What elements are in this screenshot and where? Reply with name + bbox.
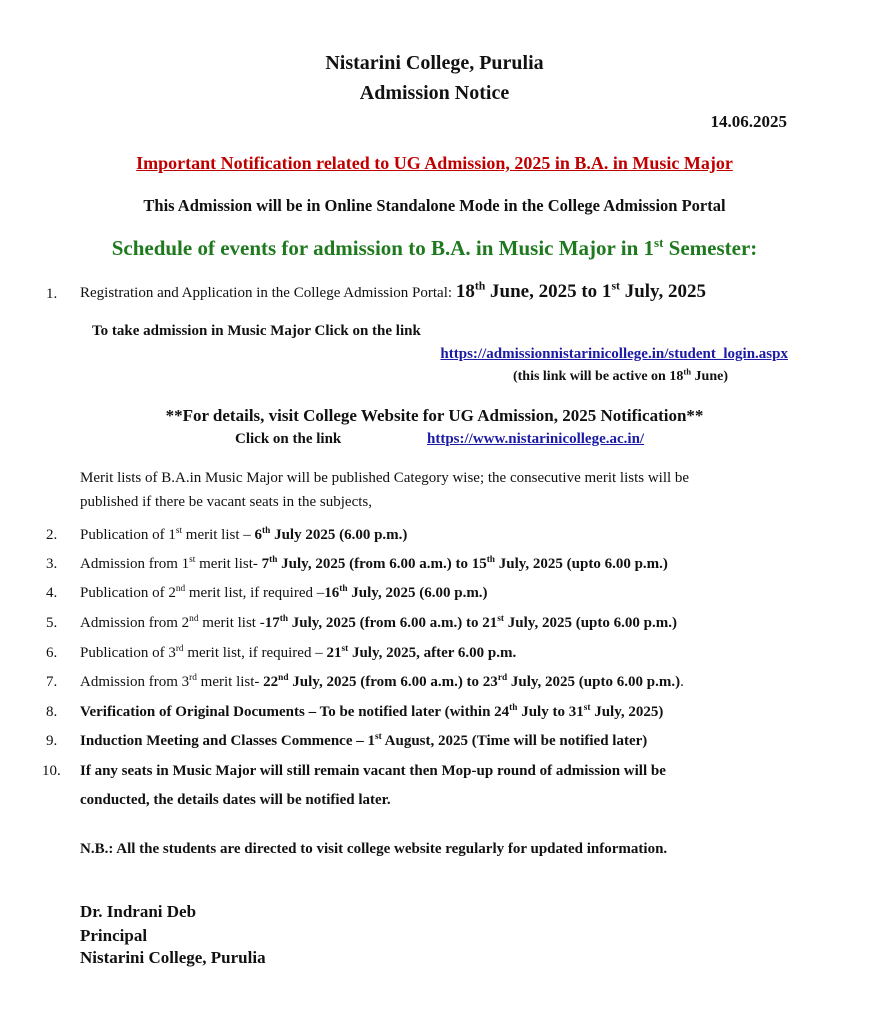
item-10-number: 10.	[42, 763, 61, 779]
item-7-e: July, 2025 (upto 6.00 p.m.)	[507, 674, 681, 690]
item-3-b: merit list-	[195, 556, 262, 572]
item-9	[80, 733, 647, 750]
item-4-d: July, 2025 (6.00 p.m.)	[347, 585, 488, 601]
item-7-b: merit list-	[196, 674, 264, 690]
schedule-heading	[0, 236, 869, 261]
item-3-ds: th	[486, 555, 495, 565]
item-8-b: July to 31	[517, 704, 584, 720]
item-5-a: Admission from 2	[80, 615, 190, 631]
admission-note-post: June)	[691, 369, 728, 384]
admission-note-sup: th	[683, 366, 692, 377]
item-3-c: 7	[261, 556, 270, 572]
item-4-a: Publication of 2	[80, 585, 176, 601]
admission-portal-link[interactable]: https://admissionnistarinicollege.in/student_login.aspx	[440, 346, 788, 362]
item-1-d2sup: st	[611, 279, 620, 293]
mode-line: This Admission will be in Online Standalone Mode in the College Admission Portal	[143, 196, 726, 215]
item-5-d: July, 2025 (from 6.00 a.m.) to 21	[288, 615, 498, 631]
item-9-a: Induction Meeting and Classes Commence – 1	[80, 733, 375, 749]
nb-note: N.B.: All the students are directed to visit college website regularly for updated information.	[80, 841, 668, 857]
item-2	[80, 527, 407, 544]
schedule-sup: st	[654, 235, 664, 250]
item-6-number: 6.	[46, 645, 58, 661]
item-8-a: Verification of Original Documents – To be notified later (within 24	[80, 704, 510, 720]
item-8-number: 8.	[46, 704, 58, 720]
item-3-as: st	[189, 555, 196, 565]
item-7-cs: nd	[278, 673, 289, 683]
details-heading: **For details, visit College Website for UG Admission, 2025 Notification**	[165, 406, 704, 425]
item-4-number: 4.	[46, 585, 58, 601]
item-8-c: July, 2025)	[590, 704, 664, 720]
signatory-designation: Principal	[80, 926, 148, 945]
item-9-as: st	[375, 732, 382, 742]
item-6-b: merit list, if required –	[183, 645, 327, 661]
item-5-ds: st	[497, 614, 505, 624]
item-2-d: July 2025 (6.00 p.m.)	[270, 527, 408, 543]
signatory-institution: Nistarini College, Purulia	[80, 948, 266, 967]
item-2-as: st	[175, 526, 183, 536]
item-5-number: 5.	[46, 615, 58, 631]
item-1-d1rest: June, 2025 to 1	[485, 281, 612, 302]
item-1-number: 1.	[46, 286, 58, 302]
notice-date: 14.06.2025	[710, 112, 787, 131]
item-8-bs: st	[583, 703, 591, 713]
item-7-c: 22	[263, 674, 279, 690]
college-website-link[interactable]: https://www.nistarinicollege.ac.in/	[427, 431, 645, 447]
item-3-d: July, 2025 (from 6.00 a.m.) to 15	[277, 556, 487, 572]
item-6-c: 21	[326, 645, 342, 661]
item-9-b: August, 2025 (Time will be notified later)	[381, 733, 648, 749]
item-4-cs: th	[339, 584, 348, 594]
item-5-cs: th	[279, 614, 288, 624]
admission-link-label: To take admission in Music Major Click on the link	[92, 323, 421, 339]
item-3-number: 3.	[46, 556, 58, 572]
notice-title: Admission Notice	[359, 82, 510, 104]
item-3-a: Admission from 1	[80, 556, 190, 572]
schedule-post: Semester:	[663, 236, 758, 260]
item-4-b: merit list, if required –	[185, 585, 325, 601]
college-title: Nistarini College, Purulia	[325, 52, 544, 74]
item-10-line2: conducted, the details dates will be notified later.	[80, 792, 391, 808]
item-6-as: rd	[175, 644, 184, 654]
item-7-f: .	[680, 674, 684, 690]
item-3-cs: th	[269, 555, 278, 565]
item-5-e: July, 2025 (upto 6.00 p.m.)	[504, 615, 677, 631]
item-4-c: 16	[324, 585, 340, 601]
item-1-d1sup: th	[474, 279, 486, 293]
signatory-name: Dr. Indrani Deb	[80, 902, 197, 921]
item-5-as: nd	[189, 614, 199, 624]
item-9-number: 9.	[46, 733, 58, 749]
item-8	[80, 704, 663, 721]
item-8-as: th	[509, 703, 518, 713]
admission-note-pre: (this link will be active on 18	[512, 369, 684, 384]
item-7	[80, 674, 684, 691]
merit-para-line1: Merit lists of B.A.in Music Major will be published Category wise; the consecutive merit lists will be	[80, 470, 690, 486]
details-click-label: Click on the link	[235, 431, 342, 447]
item-1-d2rest: July, 2025	[619, 281, 706, 302]
item-7-d: July, 2025 (from 6.00 a.m.) to 23	[288, 674, 498, 690]
item-1-text: Registration and Application in the College Admission Portal:	[80, 285, 456, 301]
item-7-number: 7.	[46, 674, 58, 690]
item-3	[80, 556, 668, 573]
item-7-ds: rd	[497, 673, 508, 683]
item-6-d: July, 2025, after 6.00 p.m.	[348, 645, 517, 661]
item-6-a: Publication of 3	[80, 645, 176, 661]
item-7-a: Admission from 3	[80, 674, 190, 690]
item-6-cs: st	[341, 644, 349, 654]
item-2-b: merit list –	[182, 527, 255, 543]
item-1-d1: 18	[455, 281, 475, 302]
item-2-number: 2.	[46, 527, 58, 543]
item-4-as: nd	[175, 584, 186, 594]
admission-link-note	[512, 366, 728, 385]
item-5-b: merit list -	[198, 615, 265, 631]
item-5	[80, 615, 677, 632]
item-2-c: 6	[254, 527, 263, 543]
item-3-e: July, 2025 (upto 6.00 p.m.)	[494, 556, 668, 572]
item-5-c: 17	[264, 615, 280, 631]
item-6	[80, 645, 516, 662]
merit-para-line2: published if there be vacant seats in the subjects,	[80, 494, 372, 510]
item-10-line1: If any seats in Music Major will still remain vacant then Mop-up round of admission will be	[80, 763, 666, 779]
headline: Important Notification related to UG Admission, 2025 in B.A. in Music Major	[136, 153, 733, 173]
item-4	[80, 585, 488, 602]
item-1	[80, 281, 706, 303]
item-7-as: rd	[189, 673, 197, 683]
schedule-pre: Schedule of events for admission to B.A. in Music Major in 1	[111, 236, 655, 260]
item-2-cs: th	[262, 526, 271, 536]
item-2-a: Publication of 1	[80, 527, 176, 543]
